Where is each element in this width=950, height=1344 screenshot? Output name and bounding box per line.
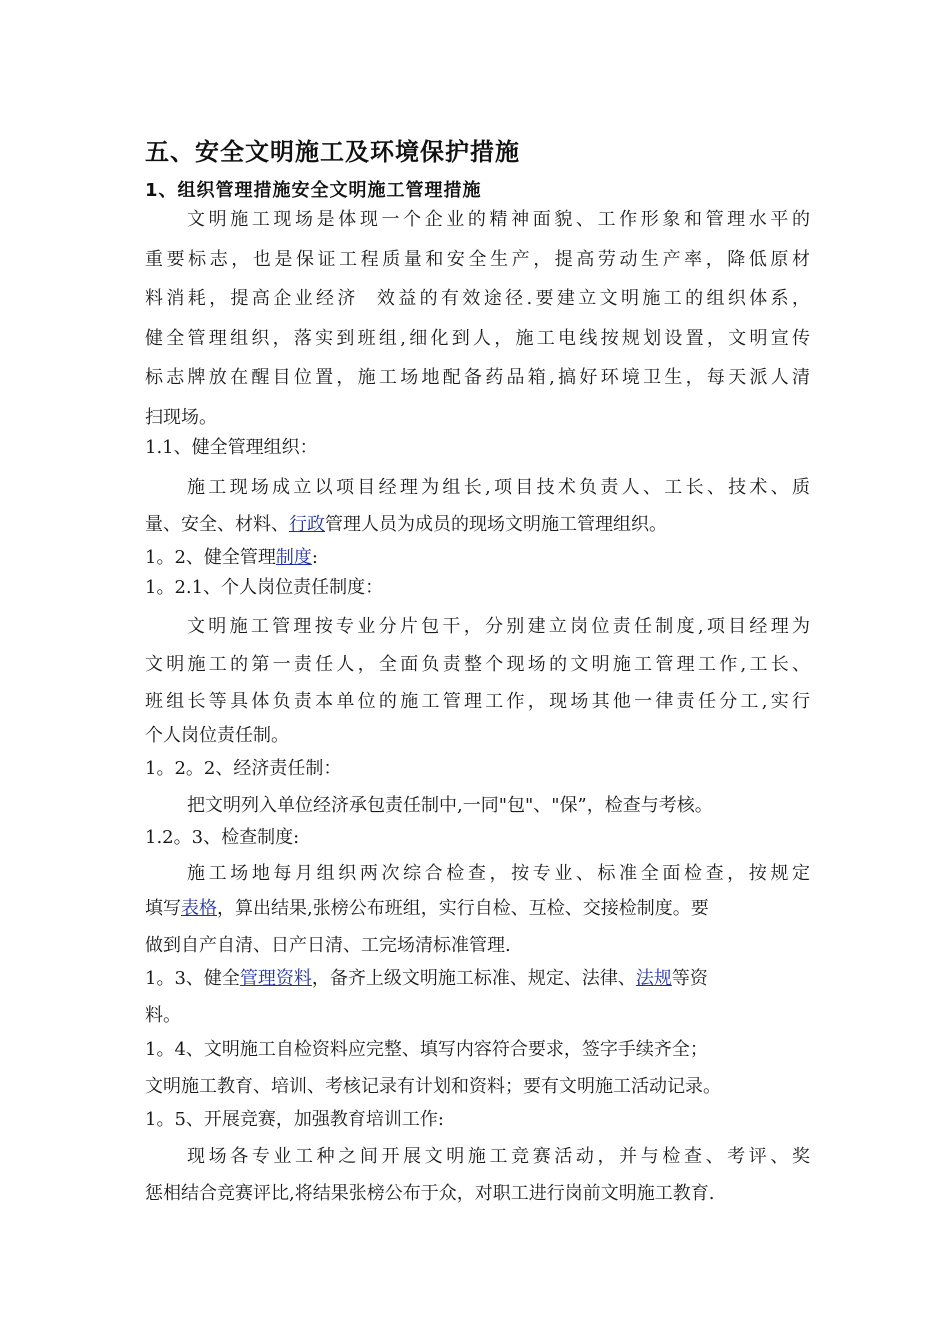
s11-text-b: 管理人员为成员的现场文明施工管理组织。: [325, 514, 667, 535]
s11-body-line-1: 施工现场成立以项目经理为组长,项目技术负责人、工长、技术、质: [187, 477, 810, 498]
s121-line-4: 个人岗位责任制。: [145, 725, 289, 746]
intro-line-1: 文明施工现场是体现一个企业的精神面貌、工作形象和管理水平的: [187, 209, 810, 230]
s12-text-b: :: [311, 547, 318, 568]
intro-line-4: 健全管理组织，落实到班组,细化到人，施工电线按规划设置，文明宣传: [145, 328, 810, 349]
s12-text-a: 1。2、健全管理: [145, 547, 276, 568]
s13-text-a: 1。3、健全: [145, 968, 240, 989]
s13-line-1: [145, 968, 810, 992]
section-heading: 五、安全文明施工及环境保护措施: [145, 138, 520, 166]
s121-line-2: 文明施工的第一责任人，全面负责整个现场的文明施工管理工作,工长、: [145, 654, 810, 675]
s123-text-a: 填写: [145, 898, 181, 919]
s123-line-3: 做到自产自清、日产日清、工完场清标准管理.: [145, 935, 511, 956]
s122-title: 1。2。2、经济责任制：: [145, 758, 342, 779]
s12-title: [145, 547, 810, 571]
s121-title: 1。2.1、个人岗位责任制度：: [145, 577, 384, 598]
s123-title: 1.2。3、检查制度:: [145, 827, 300, 848]
s11-body-line-2: [145, 514, 810, 538]
intro-line-5: 标志牌放在醒目位置，施工场地配备药品箱,搞好环境卫生，每天派人清: [145, 367, 810, 388]
link-guanli-ziliao[interactable]: 管理资料: [239, 968, 312, 989]
s14-line-1: 1。4、文明施工自检资料应完整、填写内容符合要求，签字手续齐全；: [145, 1039, 708, 1060]
link-zhidu[interactable]: 制度: [275, 547, 312, 568]
link-xingzheng[interactable]: 行政: [289, 514, 325, 535]
s15-title: 1。5、开展竞赛，加强教育培训工作:: [145, 1109, 444, 1130]
s13-line-2: 料。: [145, 1005, 181, 1026]
s11-text-a: 量、安全、材料、: [145, 514, 289, 535]
s122-body: 把文明列入单位经济承包责任制中,一同"包"、"保”，检查与考核。: [187, 795, 713, 816]
s121-line-3: 班组长等具体负责本单位的施工管理工作，现场其他一律责任分工,实行: [145, 691, 810, 712]
s15-line-1: 现场各专业工种之间开展文明施工竞赛活动，并与检查、考评、奖: [187, 1146, 810, 1167]
s13-text-b: ，备齐上级文明施工标准、规定、法律、: [311, 968, 636, 989]
s123-line-2: [145, 898, 810, 922]
link-biaoge[interactable]: 表格: [181, 898, 217, 919]
s121-line-1: 文明施工管理按专业分片包干，分别建立岗位责任制度,项目经理为: [187, 616, 810, 637]
s123-line-1: 施工场地每月组织两次综合检查，按专业、标准全面检查，按规定: [187, 863, 810, 884]
s14-line-2: 文明施工教育、培训、考核记录有计划和资料；要有文明施工活动记录。: [145, 1076, 721, 1097]
intro-line-3: 料消耗，提高企业经济 效益的有效途径.要建立文明施工的组织体系，: [145, 288, 810, 309]
s13-text-c: 等资: [671, 968, 708, 989]
link-fagui[interactable]: 法规: [635, 968, 672, 989]
s123-text-b: ，算出结果,张榜公布班组，实行自检、互检、交接检制度。要: [217, 898, 709, 919]
s15-line-2: 惩相结合竞赛评比,将结果张榜公布于众，对职工进行岗前文明施工教育.: [145, 1183, 715, 1204]
intro-line-6: 扫现场。: [145, 407, 217, 428]
subsection-heading: 1、组织管理措施安全文明施工管理措施: [145, 180, 482, 201]
intro-line-2: 重要标志，也是保证工程质量和安全生产，提高劳动生产率，降低原材: [145, 249, 810, 270]
s11-title: 1.1、健全管理组织：: [145, 437, 318, 458]
